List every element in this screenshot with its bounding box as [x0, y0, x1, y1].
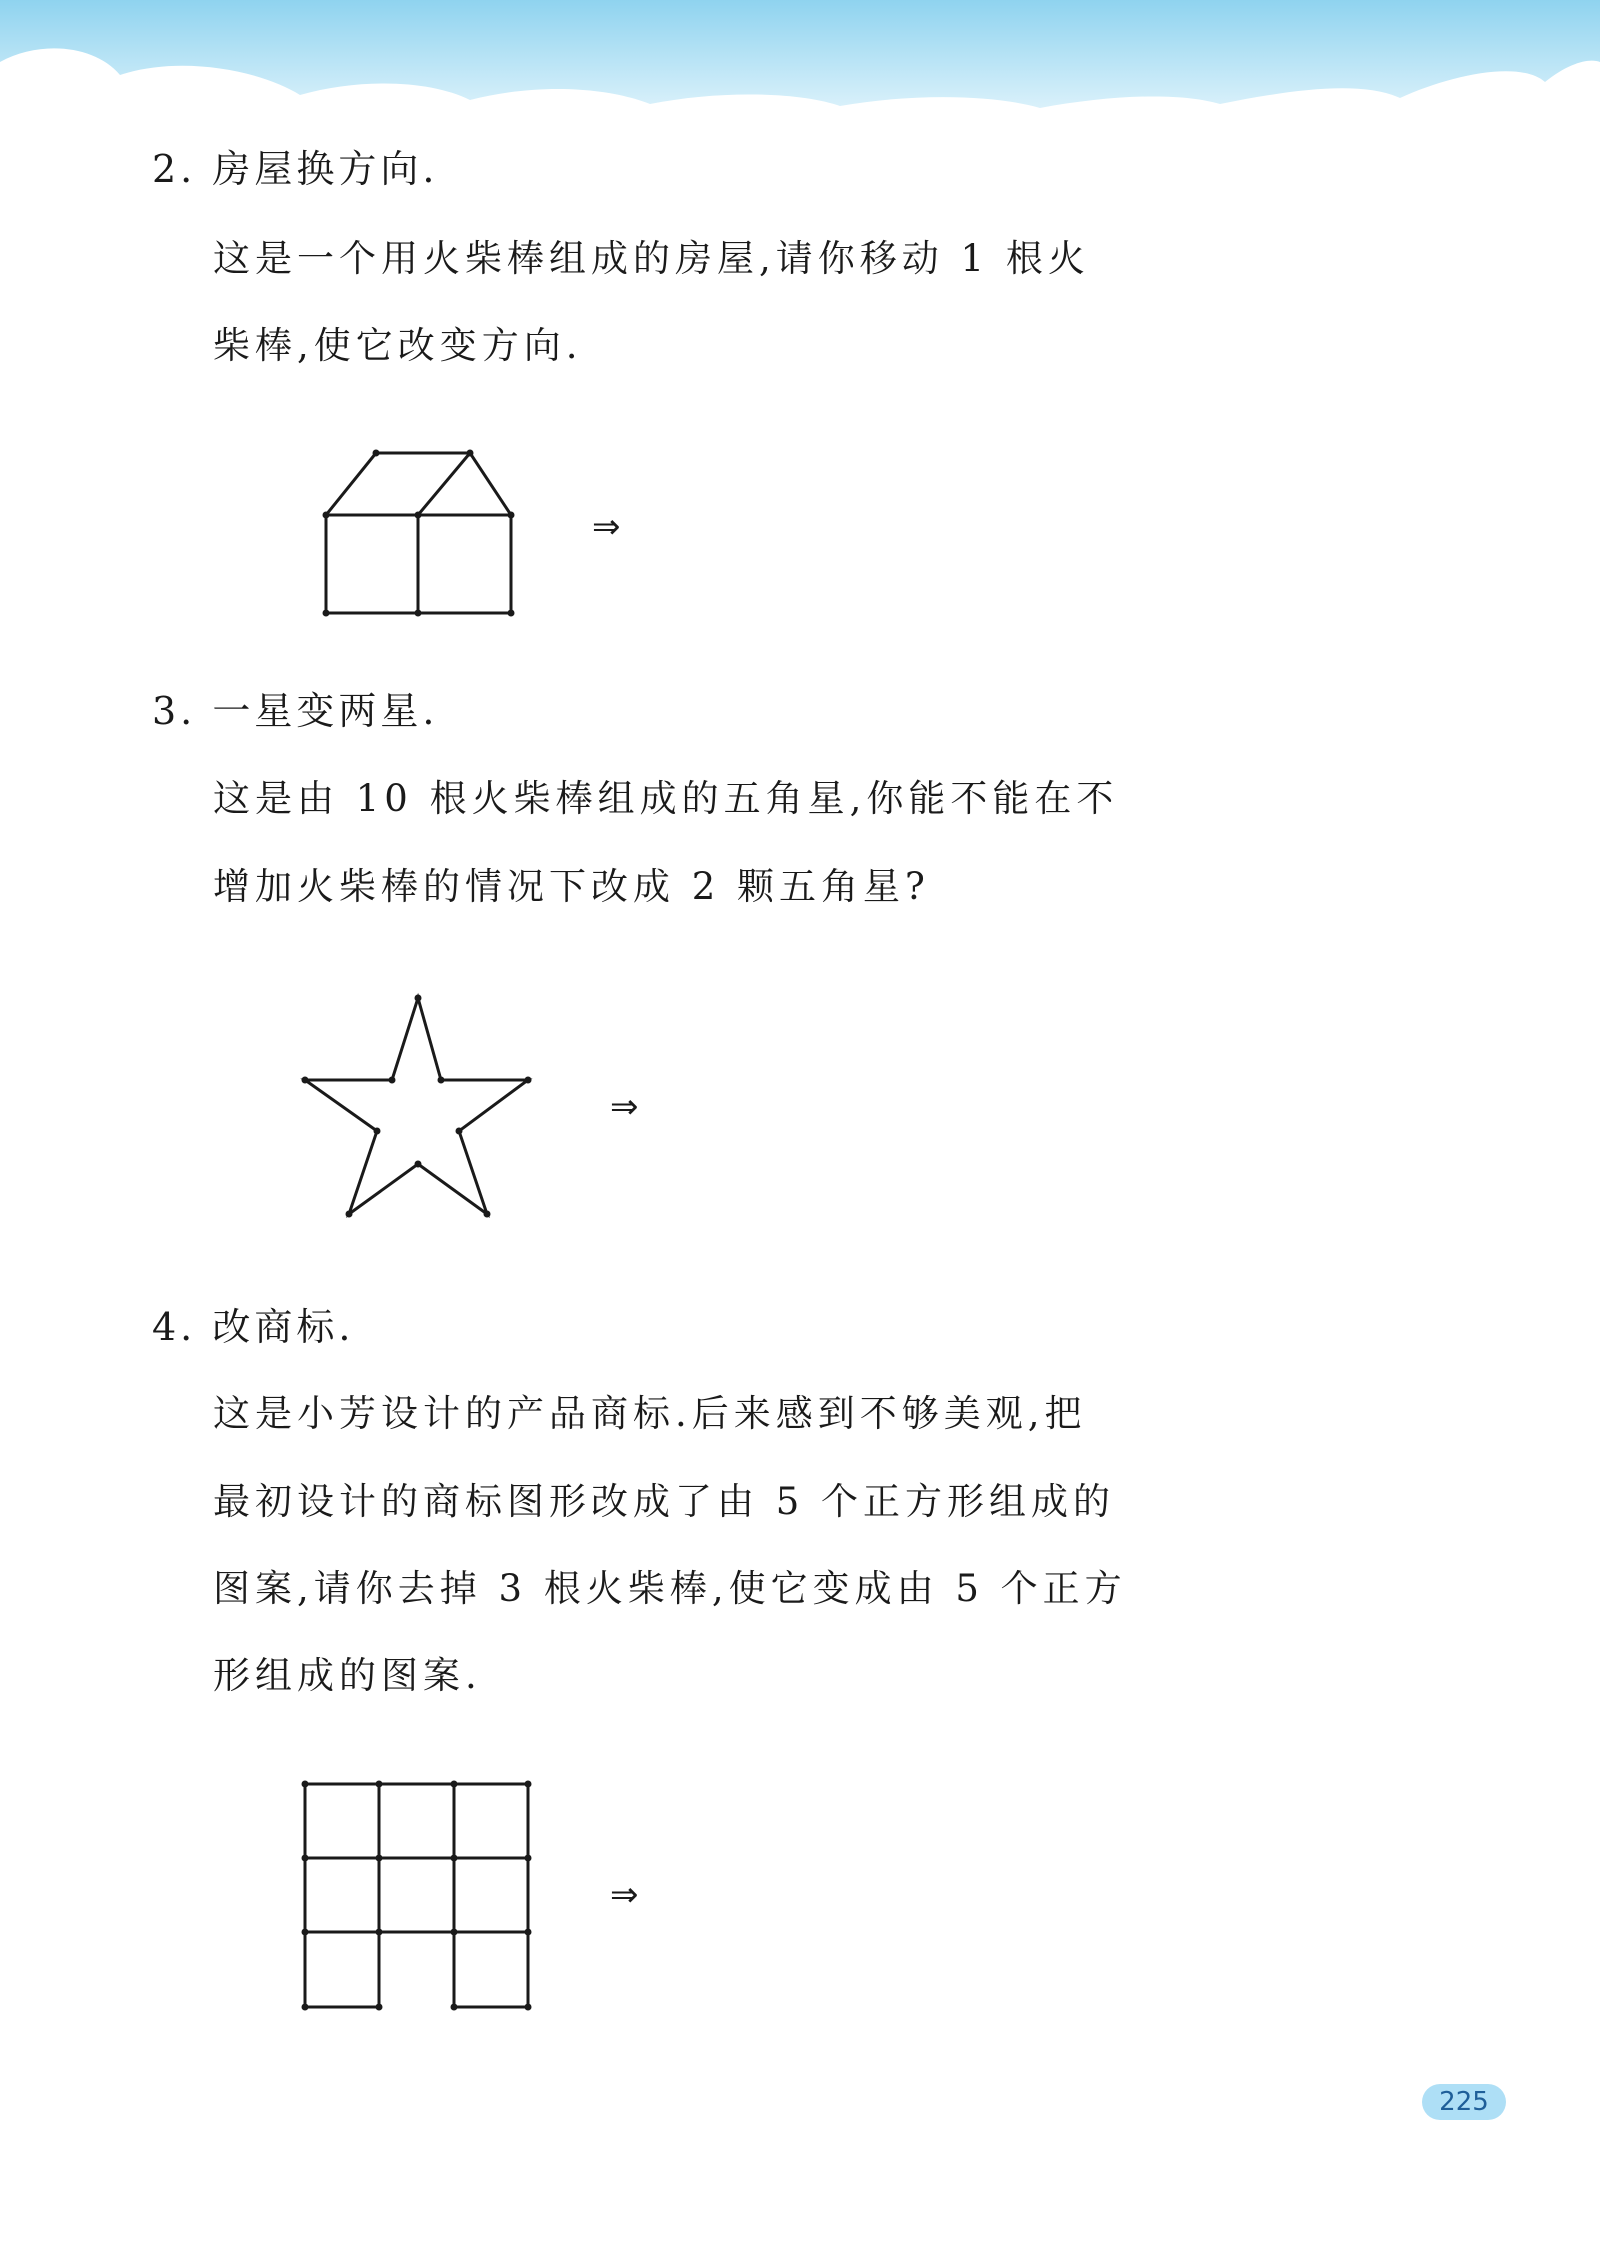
- problem-3-arrow: ⇒: [610, 1087, 639, 1127]
- problem-3-number: 3.: [152, 689, 197, 733]
- problem-2-title: 房屋换方向.: [212, 147, 439, 191]
- problem-4-heading: [152, 1305, 355, 1349]
- matchstick-grid-icon: [297, 1778, 537, 2015]
- problem-3-heading: [152, 689, 439, 733]
- problem-4-number: 4.: [152, 1305, 197, 1349]
- sky-cloud-header: [0, 0, 1600, 130]
- problem-4-arrow: ⇒: [610, 1875, 639, 1915]
- problem-4-title: 改商标.: [212, 1305, 355, 1349]
- problem-4-text-line-4: 形组成的图案.: [213, 1654, 482, 1697]
- page-number-badge: 225: [1422, 2084, 1506, 2120]
- problem-2-heading: [152, 147, 439, 191]
- problem-2-text-line-2: 柴棒,使它改变方向.: [213, 324, 583, 367]
- matchstick-star-icon: [295, 988, 540, 1220]
- problem-4-text-line-2: 最初设计的商标图形改成了由 5 个正方形组成的: [213, 1480, 1116, 1523]
- problem-3-text-line-1: 这是由 10 根火柴棒组成的五角星,你能不能在不: [213, 777, 1119, 820]
- problem-4-text-line-3: 图案,请你去掉 3 根火柴棒,使它变成由 5 个正方: [213, 1567, 1127, 1610]
- matchstick-house-icon: [320, 445, 520, 620]
- problem-2-arrow: ⇒: [592, 507, 621, 547]
- problem-2-text-line-1: 这是一个用火柴棒组成的房屋,请你移动 1 根火: [213, 237, 1090, 280]
- problem-2-number: 2.: [152, 147, 197, 191]
- problem-3-title: 一星变两星.: [212, 689, 439, 733]
- problem-4-text-line-1: 这是小芳设计的产品商标.后来感到不够美观,把: [213, 1392, 1087, 1435]
- problem-3-text-line-2: 增加火柴棒的情况下改成 2 颗五角星?: [213, 865, 930, 908]
